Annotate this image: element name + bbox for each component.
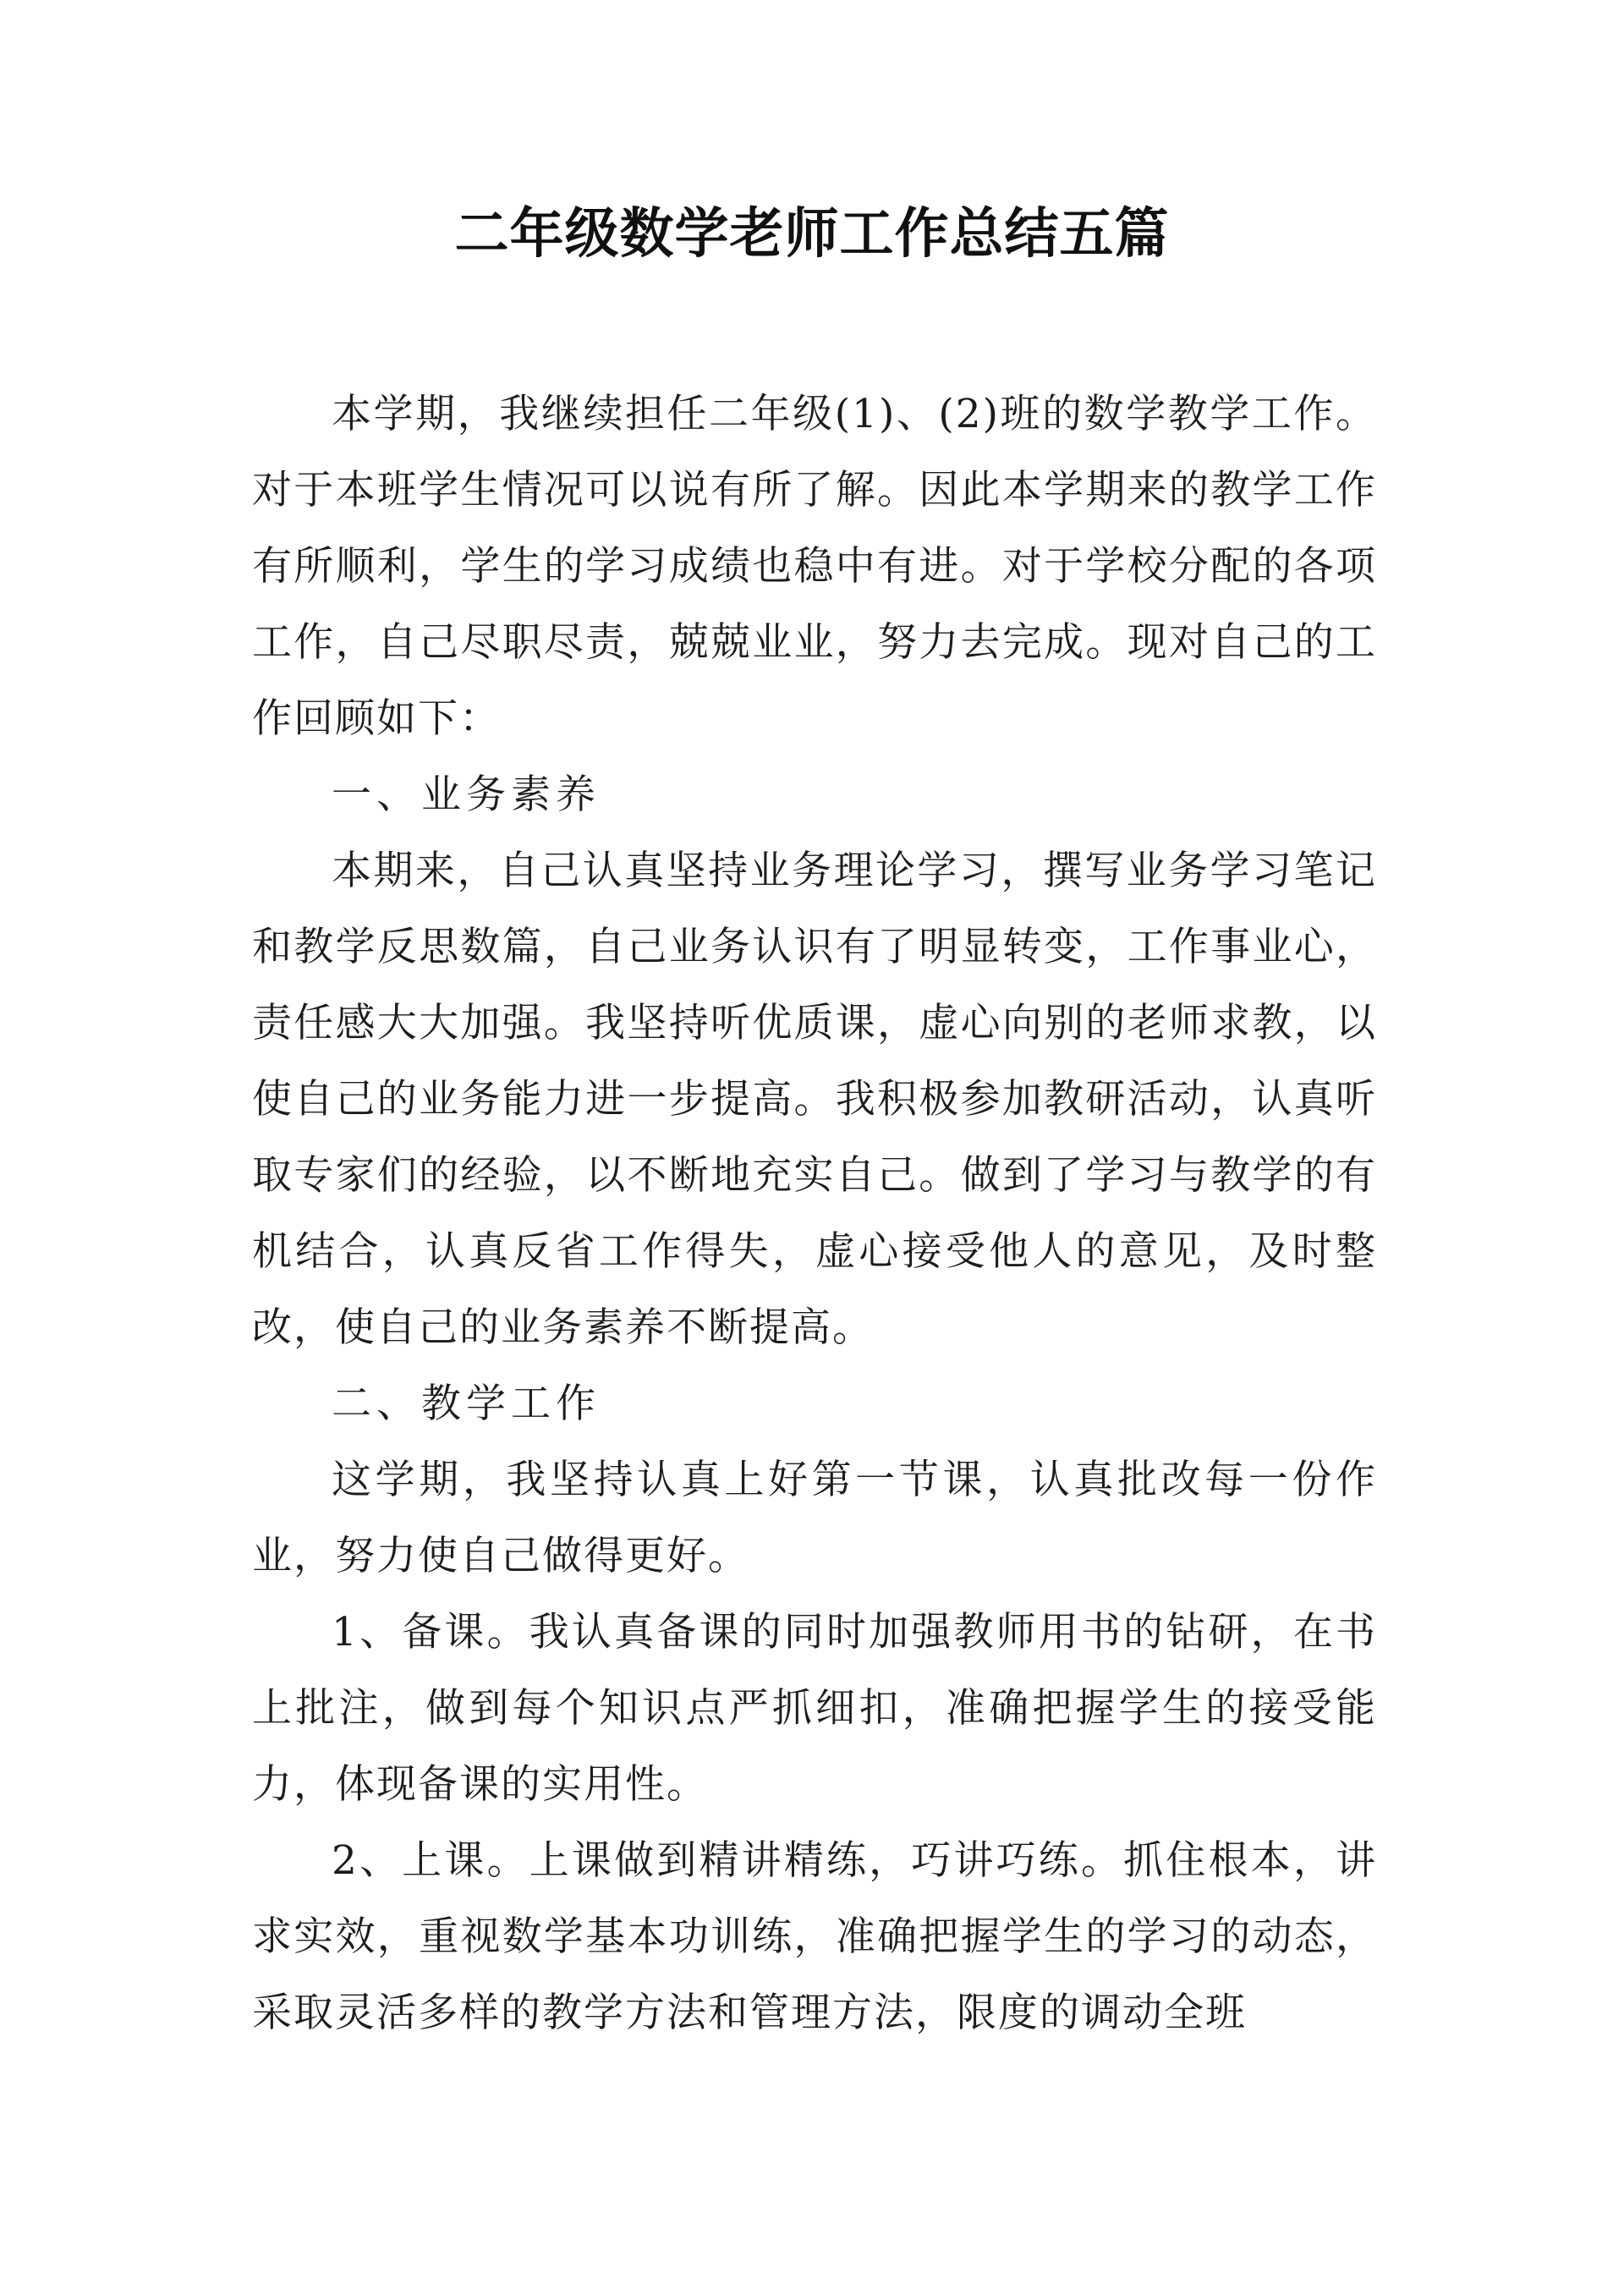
paragraph-teaching-work: 这学期，我坚持认真上好第一节课，认真批改每一份作业，努力使自己做得更好。 xyxy=(252,1457,1377,1579)
section-heading-professional-quality: 一、业务素养 xyxy=(332,771,601,818)
section-heading-teaching-work: 二、教学工作 xyxy=(332,1381,601,1427)
document-body xyxy=(252,376,1377,2051)
paragraph-intro: 本学期，我继续担任二年级(1)、(2)班的数学教学工作。对于本班学生情况可以说有所了解。因此本学期来的教学工作有所顺利，学生的学习成绩也稳中有进。对于学校分配的各项工作，自己尽职尽责，兢兢业业，努力去完成。现对自己的工作回顾如下： xyxy=(252,391,1377,742)
document-title: 二年级数学老师工作总结五篇 xyxy=(454,203,1170,266)
paragraph-classroom-teaching: 2、上课。上课做到精讲精练，巧讲巧练。抓住根本，讲求实效，重视数学基本功训练，准确把握学生的学习的动态，采取灵活多样的教学方法和管理方法，限度的调动全班 xyxy=(252,1837,1377,2036)
paragraph-lesson-preparation: 1、备课。我认真备课的同时加强教师用书的钻研，在书上批注，做到每个知识点严抓细扣，准确把握学生的接受能力，体现备课的实用性。 xyxy=(252,1609,1377,1808)
paragraph-professional-quality: 本期来，自己认真坚持业务理论学习，撰写业务学习笔记和教学反思数篇，自己业务认识有了明显转变，工作事业心，责任感大大加强。我坚持听优质课，虚心向别的老师求教，以使自己的业务能力进一步提高。我积极参加教研活动，认真听取专家们的经验，以不断地充实自己。做到了学习与教学的有机结合，认真反省工作得失，虚心接受他人的意见，及时整改，使自己的业务素养不断提高。 xyxy=(252,848,1377,1351)
